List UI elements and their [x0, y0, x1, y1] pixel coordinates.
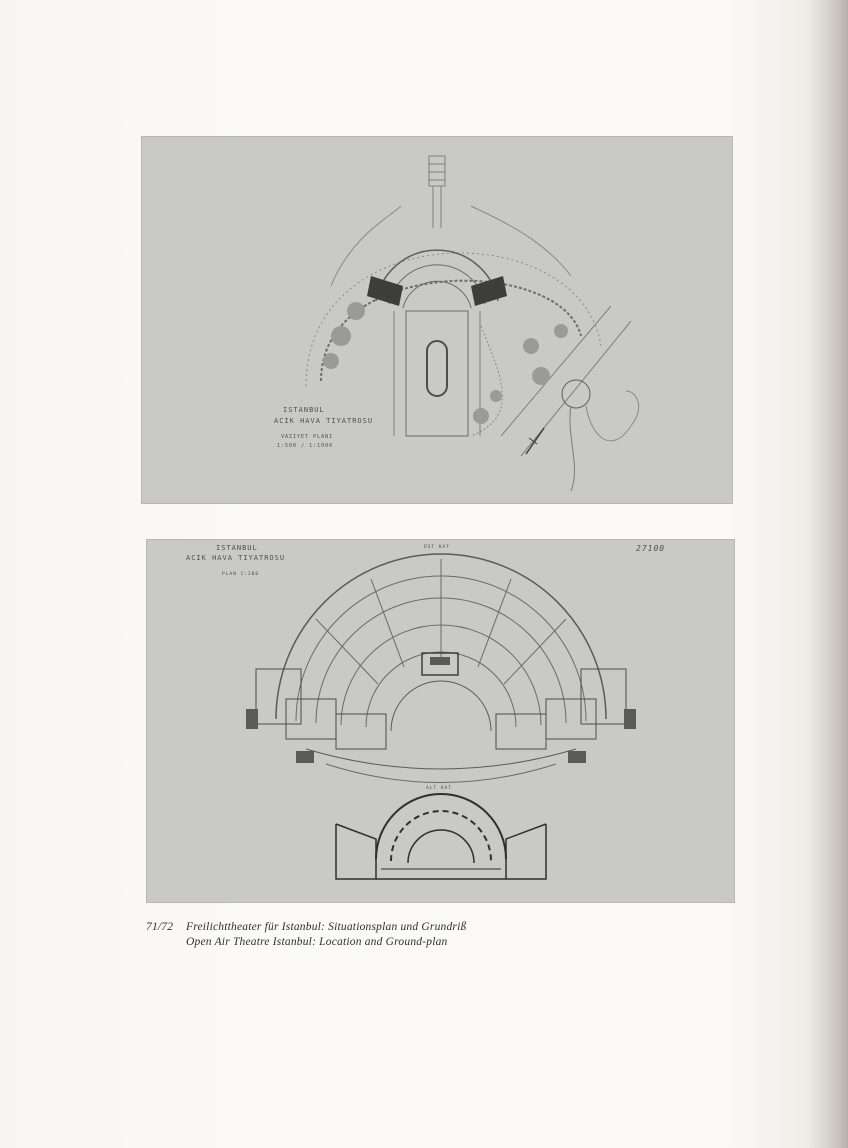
page-gutter-shadow — [808, 0, 848, 1148]
ground-plan-title-2: ACIK HAVA TIYATROSU — [186, 554, 286, 562]
upper-floor-label: ÜST KAT — [424, 545, 450, 550]
site-plan-subtitle: VAZIYET PLANI — [281, 434, 334, 440]
site-plan-scale: 1:500 / 1:1000 — [277, 443, 334, 449]
lower-floor-label: ALT KAT — [426, 786, 452, 791]
site-plan-title-1: ISTANBUL — [283, 406, 325, 414]
site-plan-drawing — [141, 136, 733, 504]
ground-plan-sketch — [146, 539, 735, 903]
sheet-number: 27100 — [636, 544, 666, 553]
caption-english: Open Air Theatre Istanbul: Location and Ground-plan — [186, 936, 448, 948]
ground-plan-drawing — [146, 539, 735, 903]
figure-number: 71/72 — [146, 921, 174, 933]
site-plan-sketch — [141, 136, 733, 504]
ground-plan-title-1: ISTANBUL — [216, 544, 258, 552]
site-plan-title-2: ACIK HAVA TIYATROSU — [274, 417, 374, 425]
caption-german: Freilichttheater für Istanbul: Situationsplan und Grundriß — [186, 921, 467, 933]
ground-plan-scale: PLAN 1:200 — [222, 572, 260, 577]
